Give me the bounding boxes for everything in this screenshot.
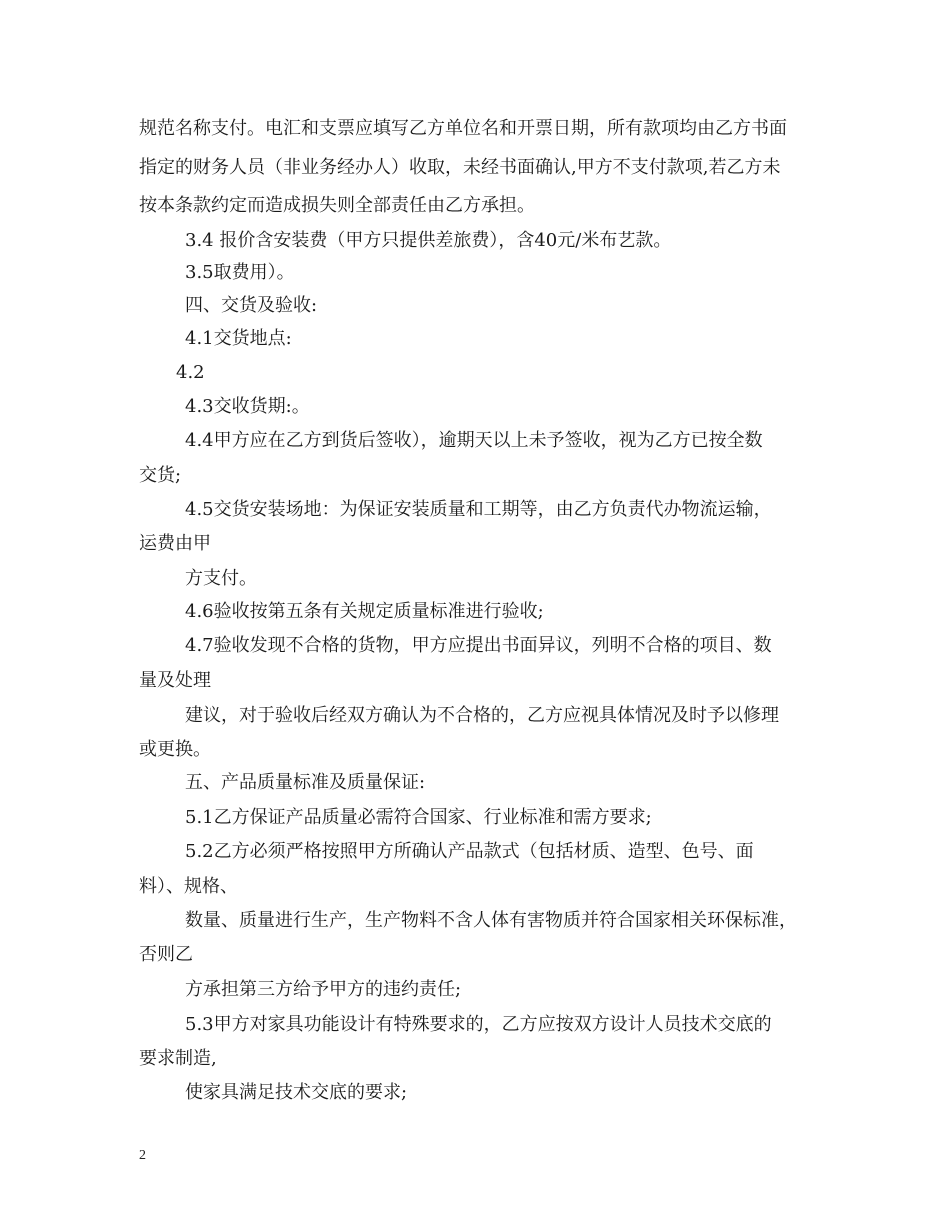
text-line: 量及处理 <box>139 670 211 691</box>
text-line: 5.2乙方必须严格按照甲方所确认产品款式（包括材质、造型、色号、面 <box>185 841 754 862</box>
text-line: 方承担第三方给予甲方的违约责任; <box>185 979 462 1000</box>
text-line: 否则乙 <box>139 944 193 965</box>
text-line: 规范名称支付。电汇和支票应填写乙方单位名和开票日期，所有款项均由乙方书面 <box>139 118 787 139</box>
text-line: 4.2 <box>176 362 205 383</box>
text-line: 运费由甲 <box>139 533 211 554</box>
section-heading: 四、交货及验收: <box>185 295 318 316</box>
text-line: 料）、规格、 <box>139 876 238 897</box>
text-line: 4.1交货地点: <box>185 328 292 349</box>
text-line: 4.4甲方应在乙方到货后签收），逾期天以上未予签收，视为乙方已按全数 <box>185 430 763 451</box>
text-line: 3.4 报价含安装费（甲方只提供差旅费），含40元/米布艺款。 <box>185 230 672 251</box>
text-line: 5.1乙方保证产品质量必需符合国家、行业标准和需方要求; <box>185 807 652 828</box>
text-line: 指定的财务人员（非业务经办人）收取，未经书面确认,甲方不支付款项,若乙方未 <box>139 157 781 178</box>
page-number: 2 <box>139 1148 146 1163</box>
text-line: 4.5交货安装场地：为保证安装质量和工期等，由乙方负责代办物流运输， <box>185 499 772 520</box>
text-line: 或更换。 <box>139 739 211 760</box>
text-line: 数量、质量进行生产，生产物料不含人体有害物质并符合国家相关环保标准， <box>185 910 797 931</box>
text-line: 4.3交收货期:。 <box>185 396 310 417</box>
text-line: 按本条款约定而造成损失则全部责任由乙方承担。 <box>139 195 535 216</box>
text-line: 4.6验收按第五条有关规定质量标准进行验收; <box>185 601 544 622</box>
text-line: 4.7验收发现不合格的货物，甲方应提出书面异议，列明不合格的项目、数 <box>185 635 772 656</box>
section-heading: 五、产品质量标准及质量保证: <box>185 772 426 793</box>
text-line: 3.5取费用）。 <box>185 262 295 283</box>
text-line: 交货; <box>139 465 182 486</box>
text-line: 使家具满足技术交底的要求; <box>185 1082 408 1103</box>
text-line: 方支付。 <box>185 568 257 589</box>
text-line: 要求制造, <box>139 1048 217 1069</box>
text-line: 5.3甲方对家具功能设计有特殊要求的，乙方应按双方设计人员技术交底的 <box>185 1014 772 1035</box>
text-line: 建议，对于验收后经双方确认为不合格的，乙方应视具体情况及时予以修理 <box>185 705 779 726</box>
